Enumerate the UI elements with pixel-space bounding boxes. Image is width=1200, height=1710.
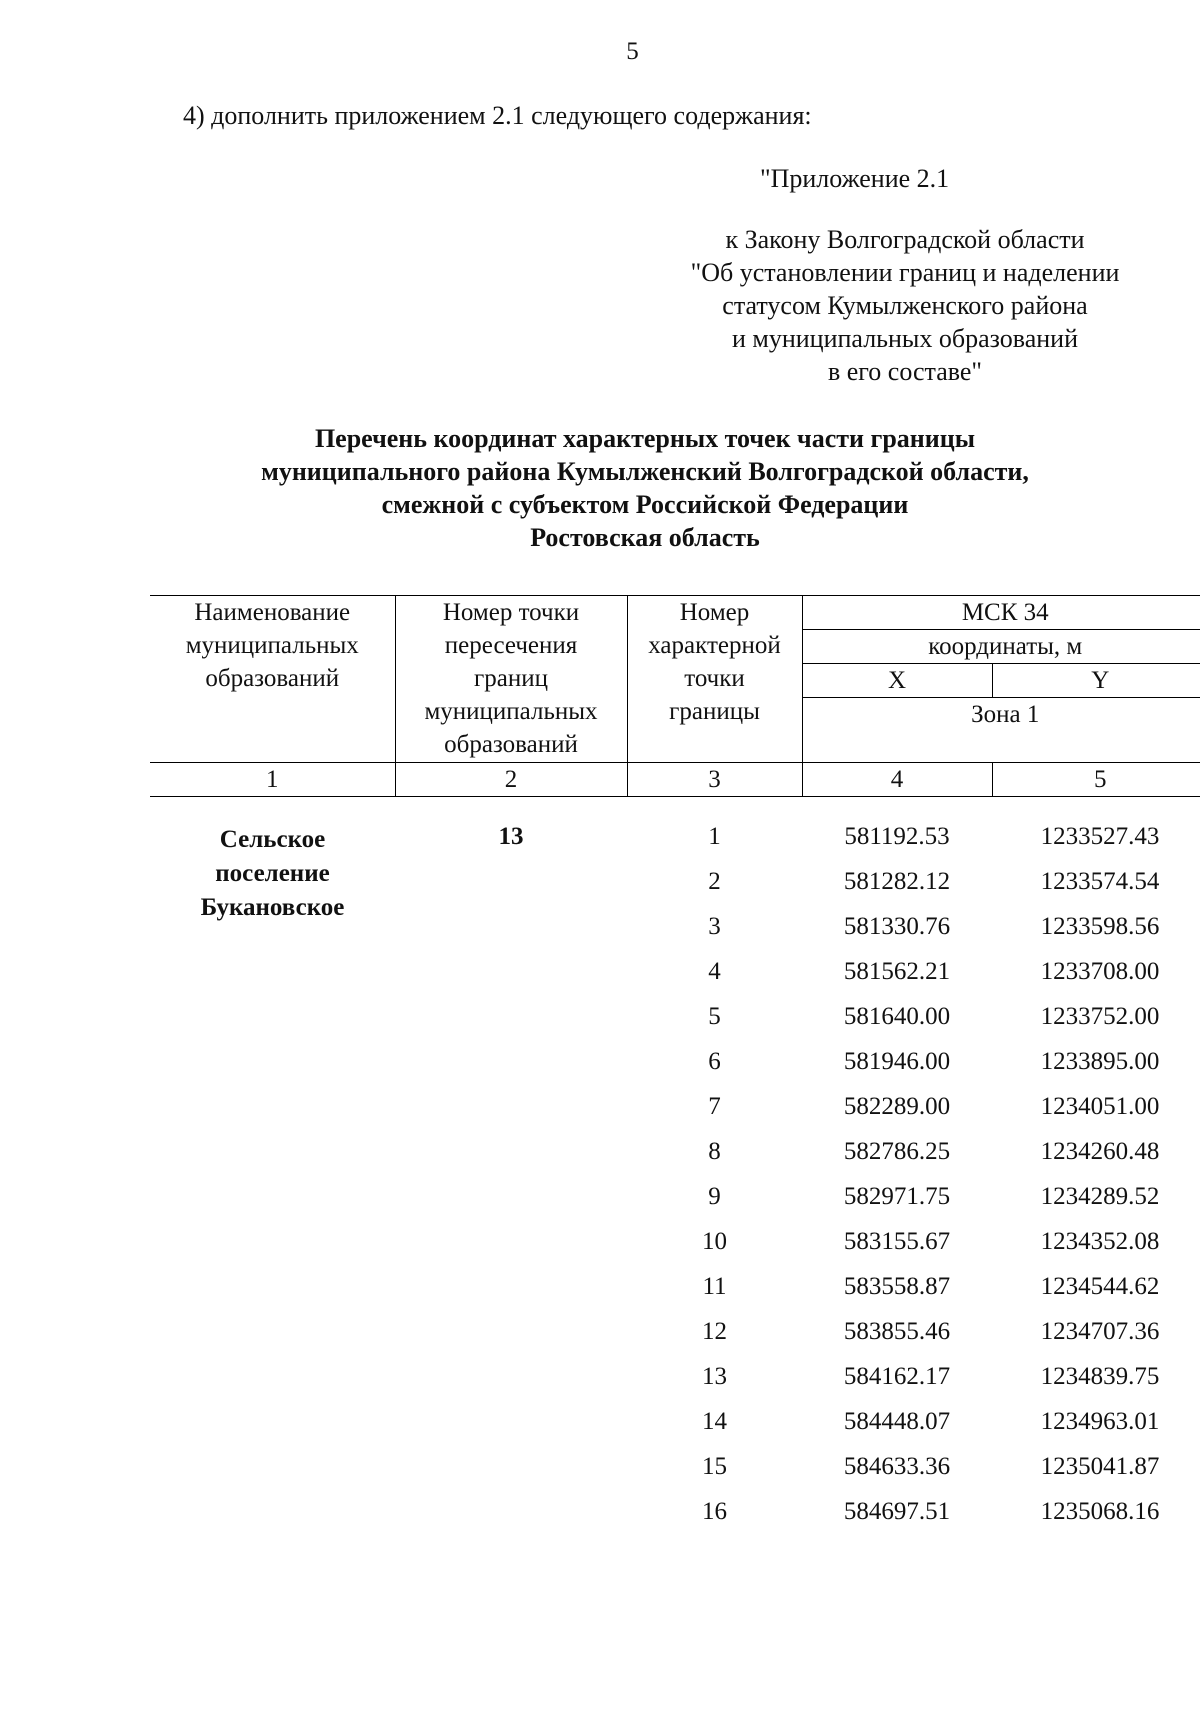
title-line: смежной с субъектом Российской Федерации bbox=[381, 490, 909, 519]
col2-header: Номер точки пересечения границ муниципальных образований bbox=[395, 596, 627, 763]
table-row bbox=[150, 1498, 1200, 1543]
intersection-point-number: 13 bbox=[498, 823, 524, 850]
annex-line: к Закону Волгоградской области bbox=[725, 225, 1085, 254]
y-coordinate: 1234051.00 bbox=[1040, 1093, 1160, 1120]
point-number: 13 bbox=[702, 1363, 727, 1390]
msk-header: МСК 34 bbox=[802, 596, 1200, 630]
title-line: Ростовская область bbox=[530, 523, 760, 552]
col-number: 4 bbox=[802, 763, 992, 797]
col1-header: Наименование муниципальных образований bbox=[150, 596, 395, 763]
zone-header: Зона 1 bbox=[802, 698, 1200, 763]
table-row bbox=[150, 1453, 1200, 1498]
y-coordinate: 1234839.75 bbox=[1040, 1363, 1160, 1390]
table-row bbox=[150, 1318, 1200, 1363]
coords-header: координаты, м bbox=[802, 630, 1200, 664]
point-number: 1 bbox=[708, 823, 721, 850]
document-title bbox=[150, 422, 1140, 554]
y-coordinate: 1234963.01 bbox=[1040, 1408, 1160, 1435]
annex-line: "Об установлении границ и наделении bbox=[690, 258, 1120, 287]
col-number: 2 bbox=[395, 763, 627, 797]
x-coordinate: 581946.00 bbox=[843, 1048, 951, 1075]
table-row bbox=[150, 1048, 1200, 1093]
table-row bbox=[150, 913, 1200, 958]
y-header: Y bbox=[992, 664, 1200, 698]
point-number: 16 bbox=[702, 1498, 727, 1525]
x-coordinate: 581562.21 bbox=[843, 958, 951, 985]
table-row bbox=[150, 823, 1200, 868]
point-number: 10 bbox=[702, 1228, 727, 1255]
table-row bbox=[150, 1138, 1200, 1183]
intro-text: 4) дополнить приложением 2.1 следующего содержания: bbox=[183, 101, 812, 130]
y-coordinate: 1233574.54 bbox=[1040, 868, 1160, 895]
point-number: 4 bbox=[708, 958, 721, 985]
x-coordinate: 583855.46 bbox=[843, 1318, 951, 1345]
annex-heading: "Приложение 2.1 bbox=[760, 164, 950, 193]
table-row bbox=[150, 1183, 1200, 1228]
point-number: 9 bbox=[708, 1183, 721, 1210]
point-number: 8 bbox=[708, 1138, 721, 1165]
point-number: 11 bbox=[702, 1273, 727, 1300]
table-row bbox=[150, 1363, 1200, 1408]
x-coordinate: 581282.12 bbox=[843, 868, 951, 895]
point-number: 6 bbox=[708, 1048, 721, 1075]
y-coordinate: 1233895.00 bbox=[1040, 1048, 1160, 1075]
y-coordinate: 1233598.56 bbox=[1040, 913, 1160, 940]
point-number: 12 bbox=[702, 1318, 727, 1345]
x-coordinate: 582786.25 bbox=[843, 1138, 951, 1165]
y-coordinate: 1233527.43 bbox=[1040, 823, 1160, 850]
y-coordinate: 1235068.16 bbox=[1040, 1498, 1160, 1525]
y-coordinate: 1234260.48 bbox=[1040, 1138, 1160, 1165]
annex-line: в его составе" bbox=[827, 357, 983, 386]
y-coordinate: 1234707.36 bbox=[1040, 1318, 1160, 1345]
x-header: X bbox=[802, 664, 992, 698]
table-row bbox=[150, 1003, 1200, 1048]
x-coordinate: 584697.51 bbox=[843, 1498, 951, 1525]
x-coordinate: 583558.87 bbox=[843, 1273, 951, 1300]
page-number: 5 bbox=[626, 38, 639, 65]
col-number: 5 bbox=[992, 763, 1200, 797]
table-row bbox=[150, 1228, 1200, 1273]
table-row bbox=[150, 1408, 1200, 1453]
table-row bbox=[150, 868, 1200, 913]
point-number: 2 bbox=[708, 868, 721, 895]
x-coordinate: 581330.76 bbox=[843, 913, 951, 940]
y-coordinate: 1234289.52 bbox=[1040, 1183, 1160, 1210]
table-row bbox=[150, 1273, 1200, 1318]
x-coordinate: 584448.07 bbox=[843, 1408, 951, 1435]
point-number: 15 bbox=[702, 1453, 727, 1480]
col3-header: Номер характерной точки границы bbox=[627, 596, 802, 763]
point-number: 5 bbox=[708, 1003, 721, 1030]
y-coordinate: 1233752.00 bbox=[1040, 1003, 1160, 1030]
annex-block bbox=[655, 223, 1155, 388]
point-number: 14 bbox=[702, 1408, 727, 1435]
annex-line: статусом Кумылженского района bbox=[722, 291, 1088, 320]
municipality-name: Сельское поселение Букановское bbox=[200, 826, 345, 921]
x-coordinate: 584633.36 bbox=[843, 1453, 951, 1480]
y-coordinate: 1234544.62 bbox=[1040, 1273, 1160, 1300]
col-number: 3 bbox=[627, 763, 802, 797]
x-coordinate: 582289.00 bbox=[843, 1093, 951, 1120]
col-number: 1 bbox=[150, 763, 395, 797]
point-number: 7 bbox=[708, 1093, 721, 1120]
y-coordinate: 1233708.00 bbox=[1040, 958, 1160, 985]
table-row bbox=[150, 958, 1200, 1003]
y-coordinate: 1234352.08 bbox=[1040, 1228, 1160, 1255]
x-coordinate: 584162.17 bbox=[843, 1363, 951, 1390]
x-coordinate: 581640.00 bbox=[843, 1003, 951, 1030]
annex-line: и муниципальных образований bbox=[731, 324, 1079, 353]
title-line: муниципального района Кумылженский Волгоградской области, bbox=[261, 457, 1029, 486]
table-row bbox=[150, 1093, 1200, 1138]
x-coordinate: 583155.67 bbox=[843, 1228, 951, 1255]
title-line: Перечень координат характерных точек части границы bbox=[314, 424, 976, 453]
coordinates-table-header bbox=[150, 595, 1200, 797]
x-coordinate: 581192.53 bbox=[844, 823, 950, 850]
x-coordinate: 582971.75 bbox=[843, 1183, 951, 1210]
y-coordinate: 1235041.87 bbox=[1040, 1453, 1160, 1480]
point-number: 3 bbox=[708, 913, 721, 940]
